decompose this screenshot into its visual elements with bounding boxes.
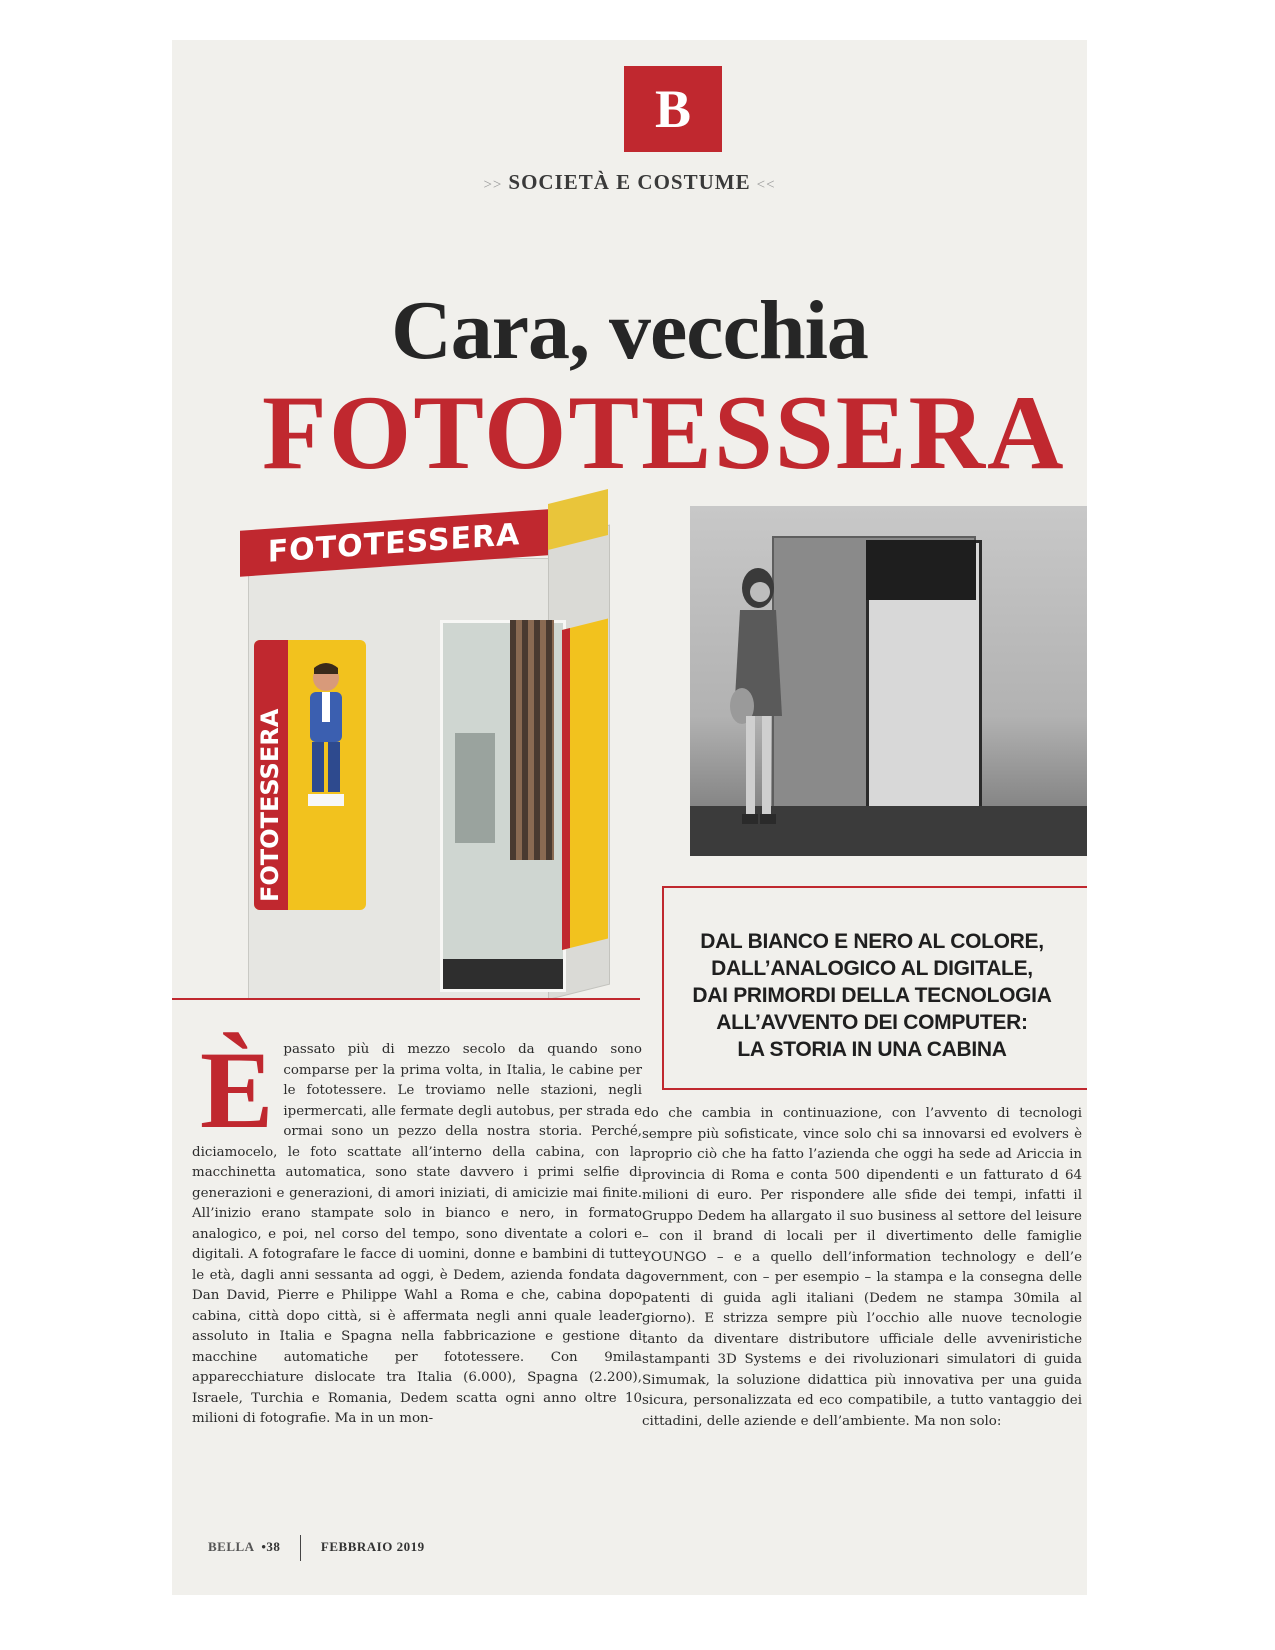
headline-line-1: Cara, vecchia (391, 284, 868, 377)
page-footer (208, 1535, 425, 1561)
booth-sign: FOTOTESSERA (240, 509, 548, 577)
page-number: 38 (266, 1538, 281, 1554)
section-header (172, 170, 1087, 195)
callout-line: DAI PRIMORDI DELLA TECNOLOGIA (692, 984, 1052, 1007)
photo-booth-window (866, 540, 976, 600)
callout-line: ALL’AVVENTO DEI COMPUTER: (716, 1011, 1028, 1034)
magazine-logo: B (624, 66, 722, 152)
section-suffix: << (756, 177, 776, 193)
callout-line: DALL’ANALOGICO AL DIGITALE, (711, 957, 1033, 980)
magazine-page (172, 40, 1087, 1595)
booth-poster (254, 640, 366, 910)
section-prefix: >> (483, 177, 503, 193)
footer-date: FEBBRAIO 2019 (320, 1538, 425, 1554)
callout-line: LA STORIA IN UNA CABINA (737, 1038, 1007, 1061)
booth-side-poster (562, 619, 608, 950)
footer-brand: BELLA (208, 1538, 254, 1554)
left-divider (172, 998, 640, 1000)
callout-line: DAL BIANCO E NERO AL COLORE, (700, 930, 1044, 953)
poster-man-icon (298, 660, 354, 810)
booth-curtain (510, 620, 554, 860)
headline-line-2: FOTOTESSERA (262, 374, 1066, 491)
footer-separator (300, 1535, 301, 1561)
article-column-right (642, 1104, 1082, 1432)
article-text-right: do che cambia in continuazione, con l’avvento di tecnologi sempre più sofisticate, vince solo chi sa innovarsi ed evolvers è proprio ciò che ha fatto l’azienda che oggi ha sede ad Ariccia in provincia di Roma e conta 500 dipendenti e un fatturato d 64 milioni di euro. Per rispondere alle sfide dei tempi, infatti il Gruppo Dedem ha allargato il suo business al settore del leisure – con il brand di locali per il divertimento delle famiglie YOUNGO – e a quello dell’information technology e dell’e government, con – per esempio – la stampa e la consegna delle patenti di guida agli italiani (Dedem ne stampa 30mila al giorno). E strizza sempre più l’occhio alle nuove tecnologie tanto da diventare distributore ufficiale delle avveniristiche stampanti 3D Systems e dei rivoluzionari simulatori di guida Simumak, la soluzione didattica più innovativa per una guida sicura, personalizzata ed eco compatibile, a tutto vantaggio dei cittadini, delle aziende e dell’ambiente. Ma non solo: (642, 1106, 1082, 1429)
section-label: SOCIETÀ E COSTUME (508, 170, 751, 194)
booth-control-panel (455, 733, 495, 843)
photo-booth-image (240, 500, 620, 1000)
woman-figure-icon (724, 566, 788, 832)
booth-floor (443, 959, 563, 989)
dropcap: È (200, 1029, 274, 1151)
poster-vertical-text: FOTOTESSERA (256, 708, 284, 902)
callout (672, 928, 1072, 1063)
article-column-left (192, 1029, 642, 1430)
article-text-left: passato più di mezzo secolo da quando sono comparse per la prima volta, in Italia, le cabine per le fototessere. Le troviamo nelle stazioni, negli ipermercati, alle fermate degli autobus, per strada e ormai sono un pezzo della nostra storia. Perché, diciamocelo, le foto scattate all’interno della cabina, con la macchinetta automatica, sono state davvero i primi selfie di generazioni e generazioni, di amori iniziati, di amicizie mai finite. All’inizio erano stampate solo in bianco e nero, in formato analogico, e poi, nel corso del tempo, sono diventate a colori e digitali. A fotografare le facce di uomini, donne e bambini di tutte le età, dagli anni sessanta ad oggi, è Dedem, azienda fondata da Dan David, Pierre e Philippe Wahl a Roma e che, cabina dopo cabina, città dopo città, si è affermata negli anni quale leader assoluto in Italia e Spagna nella fabbricazione e gestione di macchine automatiche per fototessere. Con 9mila apparecchiature dislocate tra Italia (6.000), Spagna (2.200), Israele, Turchia e Romania, Dedem scatta ogni anno oltre 10 milioni di fotografie. Ma in un mon- (192, 1042, 642, 1426)
vintage-booth-photo (690, 506, 1087, 856)
footer-page-number: •38 (257, 1538, 281, 1554)
